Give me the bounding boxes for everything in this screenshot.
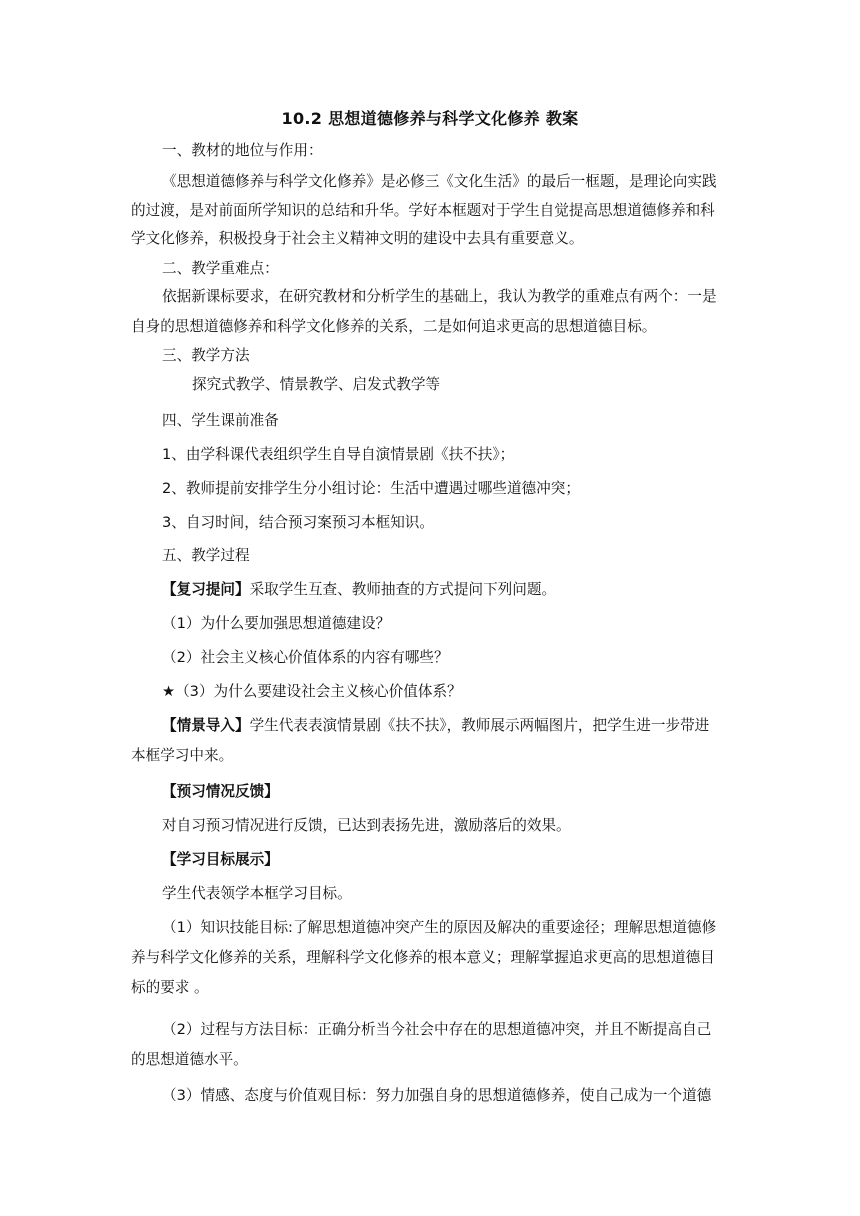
section-5-heading: 五、教学过程 bbox=[162, 547, 250, 564]
section-4-item-1: 1、由学科课代表组织学生自导自演情景剧《扶不扶》； bbox=[162, 446, 515, 463]
section-2-paragraph-line-1: 依据新课标要求，在研究教材和分析学生的基础上，我认为教学的重难点有两个：一是 bbox=[162, 288, 717, 305]
question-3: ★（3）为什么要建设社会主义核心价值体系？ bbox=[162, 683, 462, 700]
question-1: （1）为什么要加强思想道德建设？ bbox=[162, 615, 391, 632]
intro-label: 【情景导入】 bbox=[162, 717, 250, 734]
intro-text: 学生代表表演情景剧《扶不扶》，教师展示两幅图片，把学生进一步带进 bbox=[249, 717, 710, 734]
section-1-paragraph-line-3: 学文化修养，积极投身于社会主义精神文明的建设中去具有重要意义。 bbox=[131, 230, 584, 247]
question-2: （2）社会主义核心价值体系的内容有哪些？ bbox=[162, 649, 449, 666]
goal-1-line-2: 养与科学文化修养的关系，理解科学文化修养的根本意义；理解掌握追求更高的思想道德目 bbox=[131, 949, 715, 966]
goals-text: 学生代表领学本框学习目标。 bbox=[162, 885, 352, 902]
goal-1-line-1: （1）知识技能目标:了解思想道德冲突产生的原因及解决的重要途径；理解思想道德修 bbox=[162, 919, 717, 936]
goal-1-line-3: 标的要求 。 bbox=[131, 979, 209, 996]
section-2-heading: 二、教学重难点： bbox=[162, 260, 279, 277]
feedback-text: 对自习预习情况进行反馈，已达到表扬先进，激励落后的效果。 bbox=[162, 817, 571, 834]
review-line bbox=[162, 580, 556, 600]
section-4-heading: 四、学生课前准备 bbox=[162, 412, 279, 429]
section-1-paragraph-line-2: 的过渡，是对前面所学知识的总结和升华。学好本框题对于学生自觉提高思想道德修养和科 bbox=[131, 202, 715, 219]
goal-2-line-2: 的思想道德水平。 bbox=[131, 1051, 248, 1068]
review-label: 【复习提问】 bbox=[162, 581, 250, 598]
section-1-heading: 一、教材的地位与作用： bbox=[162, 142, 323, 159]
document-title: 10.2 思想道德修养与科学文化修养 教案 bbox=[281, 109, 579, 128]
goals-label: 【学习目标展示】 bbox=[162, 851, 279, 868]
section-1-paragraph-line-1: 《思想道德修养与科学文化修养》是必修三《文化生活》的最后一框题，是理论向实践 bbox=[162, 173, 717, 190]
section-4-item-2: 2、教师提前安排学生分小组讨论：生活中遭遇过哪些道德冲突； bbox=[162, 480, 580, 497]
review-text: 采取学生互查、教师抽查的方式提问下列问题。 bbox=[249, 581, 557, 598]
goal-3-line-1: （3）情感、态度与价值观目标：努力加强自身的思想道德修养，使自己成为一个道德 bbox=[162, 1087, 712, 1104]
section-3-heading: 三、教学方法 bbox=[162, 347, 250, 364]
section-2-paragraph-line-2: 自身的思想道德修养和科学文化修养的关系，二是如何追求更高的思想道德目标。 bbox=[131, 318, 657, 335]
section-4-item-3: 3、自习时间，结合预习案预习本框知识。 bbox=[162, 514, 434, 531]
section-3-methods: 探究式教学、情景教学、启发式教学等 bbox=[192, 376, 441, 393]
feedback-label: 【预习情况反馈】 bbox=[162, 783, 279, 800]
intro-line bbox=[162, 716, 709, 736]
intro-continuation: 本框学习中来。 bbox=[131, 747, 234, 764]
goal-2-line-1: （2）过程与方法目标：正确分析当今社会中存在的思想道德冲突，并且不断提高自己 bbox=[162, 1021, 712, 1038]
